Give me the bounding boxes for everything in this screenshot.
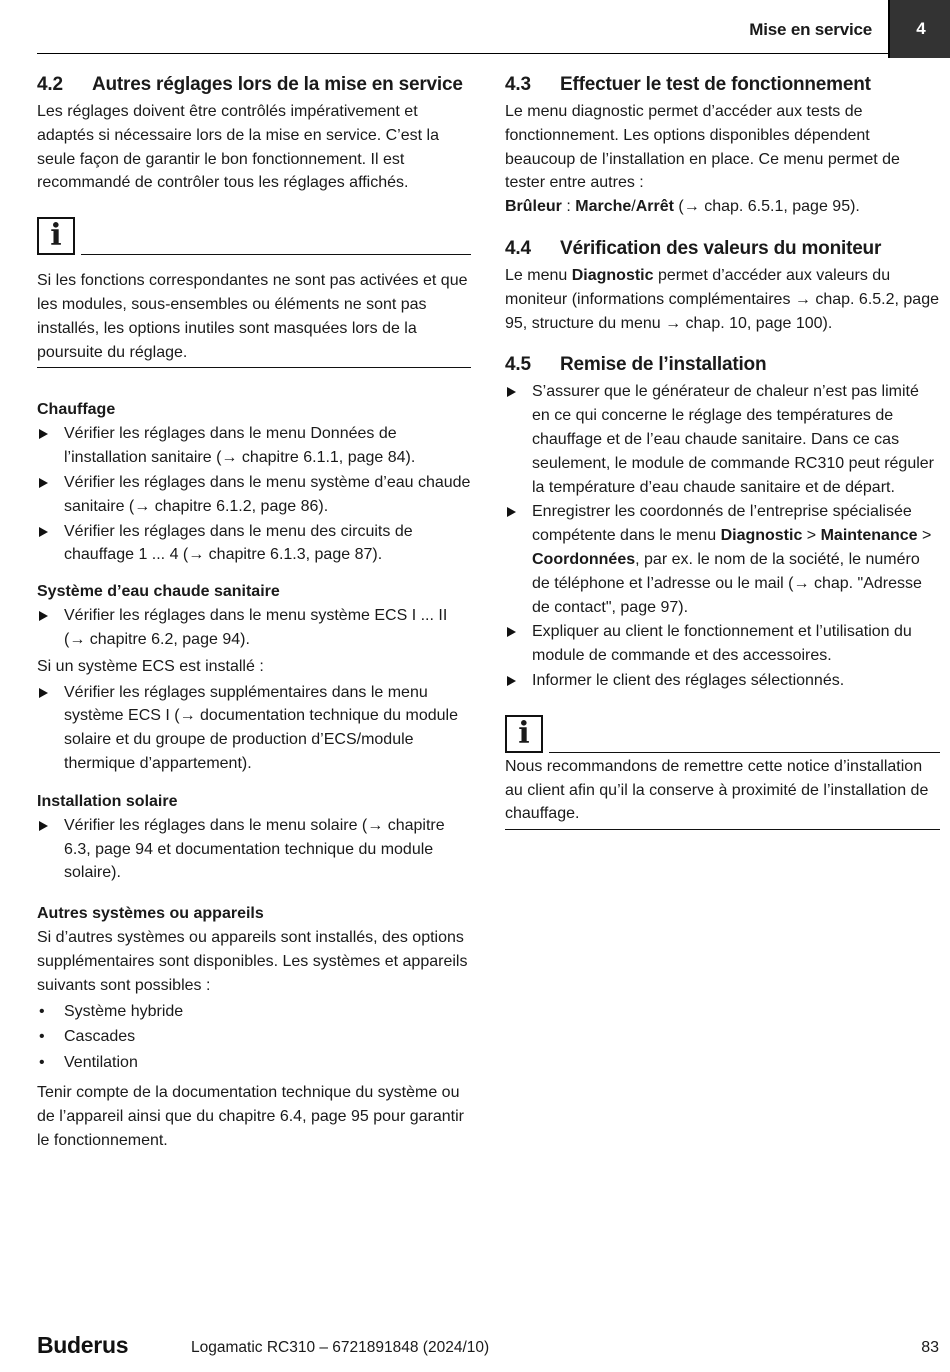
bold-term: Marche — [575, 198, 632, 216]
header-section-title: Mise en service — [749, 20, 872, 39]
bold-term: Maintenance — [820, 527, 918, 545]
section-4-3-heading — [505, 72, 940, 98]
section-number: 4.3 — [505, 74, 531, 95]
autres-intro: Si d’autres systèmes ou appareils sont installés, des options supplémentaires sont disponibles. Les systèmes et appareils suivants sont possibles : — [37, 929, 468, 994]
autres-heading: Autres systèmes ou appareils — [37, 905, 264, 923]
list-item: Expliquer au client le fonctionnement et l’utilisation du module de commande et des accessoires. — [505, 620, 940, 668]
section-4-2-intro: Les réglages doivent être contrôlés impérativement et adaptés si nécessaire lors de la mise en service. C’est la seule façon de garantir le bon fonctionnement. Il est recommandé de contrôler tous les réglages affichés. — [37, 103, 439, 192]
chapter-tab: 4 — [888, 0, 950, 58]
left-column — [37, 72, 471, 1152]
bold-term: Diagnostic — [720, 527, 803, 545]
section-4-4-text — [505, 264, 940, 335]
reference: (→ chap. 6.5.1, page 95). — [673, 198, 860, 216]
autres-outro: Tenir compte de la documentation technique du système ou de l’appareil ainsi que du chapitre 6.4, page 95 pour garantir le fonctionnement. — [37, 1083, 464, 1149]
chauffage-heading: Chauffage — [37, 401, 116, 419]
section-4-3-text — [505, 100, 940, 219]
solaire-heading: Installation solaire — [37, 792, 178, 810]
info-note — [37, 217, 471, 368]
note-text: Nous recommandons de remettre cette notice d’installation au client afin qu’il la conserve à proximité de l’installation de chauffage. — [505, 755, 940, 830]
right-column — [505, 72, 940, 830]
section-4-4-heading — [505, 236, 940, 262]
list-item: Vérifier les réglages dans le menu solaire (→ chapitre 6.3, page 94 et documentation technique du module solaire). — [37, 814, 471, 885]
text: Le menu diagnostic permet d’accéder aux tests de fonctionnement. Les options disponibles dépendent beaucoup de l’installation en place. Ce menu permet de tester entre autres : — [505, 103, 900, 192]
separator: : — [561, 198, 576, 216]
text: , par ex. le nom de la société, le numéro de téléphone et l’adresse ou le mail (→ chap. "Adresse de contact", page 97). — [532, 550, 922, 616]
bold-term: Diagnostic — [571, 266, 654, 284]
section-number: 4.2 — [37, 74, 63, 95]
info-icon: i — [505, 715, 543, 753]
list-item — [505, 500, 940, 619]
text: Enregistrer les coordonnés de l’entreprise spécialisée compétente dans le menu — [532, 503, 912, 545]
list-item: S’assurer que le générateur de chaleur n’est pas limité en ce qui concerne le réglage des températures de chauffage et de l’eau chaude sanitaire. Dans ce cas seulement, le module de commande RC310 peut réguler la température d’eau chaude sanitaire et de départ. — [505, 380, 940, 499]
bold-term: Coordonnées — [532, 550, 636, 568]
brand-logo: Buderus — [37, 1332, 129, 1358]
document-reference: Logamatic RC310 – 6721891848 (2024/10) — [191, 1339, 490, 1356]
bold-term: Brûleur — [505, 198, 562, 216]
info-note — [505, 715, 940, 830]
section-title: Autres réglages lors de la mise en service — [92, 74, 463, 95]
ecs-heading: Système d’eau chaude sanitaire — [37, 583, 280, 601]
section-4-5-list — [505, 380, 940, 692]
section-title: Effectuer le test de fonctionnement — [560, 74, 871, 95]
text: Le menu — [505, 266, 572, 284]
ecs-list-2 — [37, 681, 471, 776]
bold-term: Arrêt — [635, 198, 674, 216]
note-rule — [549, 752, 940, 753]
section-title: Vérification des valeurs du moniteur — [560, 237, 882, 259]
list-item: • Ventilation — [37, 1051, 471, 1075]
ecs-condition: Si un système ECS est installé : — [37, 657, 264, 675]
page-number: 83 — [921, 1339, 939, 1356]
list-item: Informer le client des réglages sélectionnés. — [505, 669, 940, 693]
text: permet d’accéder aux valeurs du moniteur (informations complémentaires → chap. 6.5.2, page 95, structure du menu → chap. 10, page 100). — [505, 266, 939, 332]
section-4-5-heading — [505, 352, 940, 378]
ecs-list-1 — [37, 604, 471, 652]
list-item: Vérifier les réglages dans le menu système ECS I ... II (→ chapitre 6.2, page 94). — [37, 604, 471, 652]
list-item: Vérifier les réglages dans le menu Données de l’installation sanitaire (→ chapitre 6.1.1, page 84). — [37, 422, 471, 470]
section-title: Remise de l’installation — [560, 354, 767, 376]
chauffage-list — [37, 422, 471, 567]
list-item: Vérifier les réglages supplémentaires dans le menu système ECS I (→ documentation technique du module solaire et du groupe de production d’ECS/module thermique d’appartement). — [37, 681, 471, 776]
autres-list — [37, 1000, 471, 1075]
note-rule — [81, 254, 471, 255]
list-item: • Cascades — [37, 1025, 471, 1049]
section-4-2-heading — [37, 72, 471, 98]
info-icon: i — [37, 217, 75, 255]
header-rule — [37, 53, 888, 54]
section-number: 4.5 — [505, 354, 531, 376]
note-text: Si les fonctions correspondantes ne sont pas activées et que les modules, sous-ensembles ou éléments ne sont pas installés, les options inutiles sont masquées lors de la poursuite du réglage. — [37, 257, 471, 368]
separator: > — [917, 527, 932, 545]
separator: > — [802, 527, 821, 545]
section-number: 4.4 — [505, 237, 531, 259]
solaire-list — [37, 814, 471, 885]
list-item: Vérifier les réglages dans le menu système d’eau chaude sanitaire (→ chapitre 6.1.2, page 86). — [37, 471, 471, 519]
list-item: Vérifier les réglages dans le menu des circuits de chauffage 1 ... 4 (→ chapitre 6.1.3, page 87). — [37, 520, 471, 568]
separator: / — [631, 198, 636, 216]
list-item: • Système hybride — [37, 1000, 471, 1024]
